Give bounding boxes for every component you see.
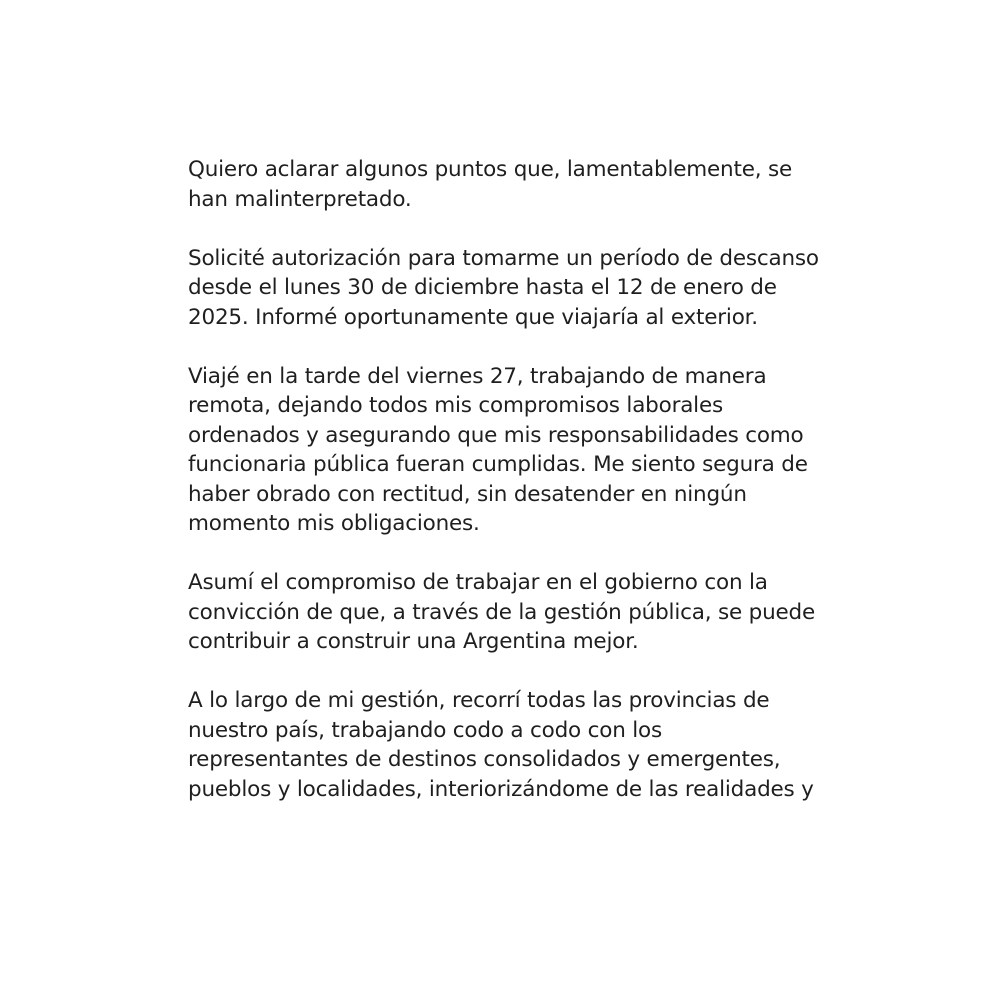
statement-text: [188, 155, 848, 834]
paragraph-leave-request: [188, 244, 848, 333]
text-line: Solicité autorización para tomarme un período de descanso: [188, 245, 819, 271]
paragraph-provinces: [188, 686, 848, 804]
paragraph-clarification: [188, 155, 848, 214]
text-line: representantes de destinos consolidados y emergentes,: [188, 747, 781, 772]
text-line: Quiero aclarar algunos puntos que, lamentablemente, se: [188, 157, 793, 182]
text-line: Asumí el compromiso de trabajar en el gobierno con la: [188, 570, 768, 595]
text-line: funcionaria pública fueran cumplidas. Me siento segura de: [188, 452, 808, 477]
text-line: desde el lunes 30 de diciembre hasta el 12 de enero de: [188, 275, 777, 300]
text-line: nuestro país, trabajando codo a codo con los: [188, 717, 663, 743]
text-line: remota, dejando todos mis compromisos laborales: [188, 393, 723, 418]
text-line: Viajé en la tarde del viernes 27, trabajando de manera: [188, 363, 767, 389]
text-line: momento mis obligaciones.: [188, 511, 480, 536]
paragraph-travel: [188, 362, 848, 539]
text-line: contribuir a construir una Argentina mejor.: [188, 629, 639, 654]
text-line: convicción de que, a través de la gestión pública, se puede: [188, 599, 816, 625]
text-line: A lo largo de mi gestión, recorrí todas las provincias de: [188, 688, 770, 713]
text-line: haber obrado con rectitud, sin desatender en ningún: [188, 481, 747, 507]
paragraph-commitment: [188, 568, 848, 657]
text-line: pueblos y localidades, interiorizándome de las realidades y: [188, 776, 814, 802]
text-line: han malinterpretado.: [188, 186, 412, 212]
text-line: 2025. Informé oportunamente que viajaría al exterior.: [188, 304, 758, 330]
text-line: ordenados y asegurando que mis responsabilidades como: [188, 422, 804, 448]
